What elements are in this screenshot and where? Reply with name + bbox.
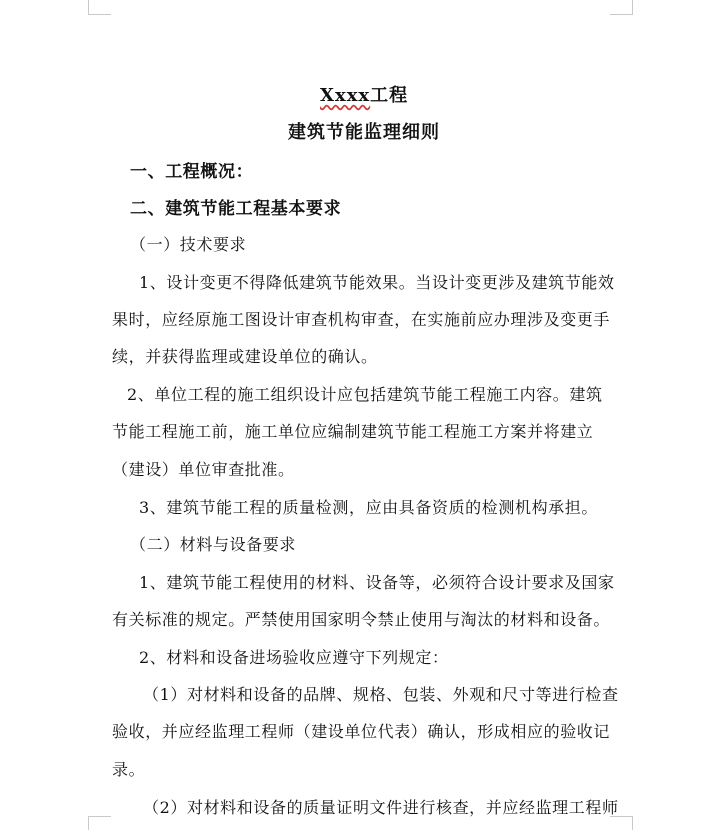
section-heading-requirements: 二、建筑节能工程基本要求 (130, 199, 342, 219)
subsection-heading-technical: （一）技术要求 (130, 235, 247, 254)
paragraph-2-line-3: （建设）单位审查批准。 (112, 460, 295, 479)
document-title (320, 85, 408, 107)
subsection-heading-materials: （二）材料与设备要求 (130, 535, 297, 554)
paragraph-6-line-1: （1）对材料和设备的品牌、规格、包装、外观和尺寸等进行检查 (143, 685, 619, 704)
section-heading-overview: 一、工程概况： (130, 162, 254, 182)
paragraph-6-line-3: 录。 (112, 760, 146, 779)
margin-corner-mark-top-left (88, 0, 111, 15)
paragraph-1-line-1: 1、设计变更不得降低建筑节能效果。当设计变更涉及建筑节能效 (139, 273, 615, 292)
margin-corner-mark-bottom-left (88, 816, 111, 830)
paragraph-5-line-1: 2、材料和设备进场验收应遵守下列规定： (139, 648, 449, 667)
title-word-misspelled: Xxxx (320, 85, 371, 106)
paragraph-6-line-2: 验收，并应经监理工程师（建设单位代表）确认，形成相应的验收记 (112, 722, 611, 741)
paragraph-1-line-3: 续，并获得监理或建设单位的确认。 (112, 347, 378, 366)
margin-corner-mark-top-right (610, 0, 633, 15)
title-suffix: 工程 (370, 85, 409, 106)
document-subtitle: 建筑节能监理细则 (288, 122, 440, 143)
paragraph-4-line-1: 1、建筑节能工程使用的材料、设备等，必须符合设计要求及国家 (139, 573, 615, 592)
paragraph-3-line-1: 3、建筑节能工程的质量检测，应由具备资质的检测机构承担。 (139, 498, 598, 517)
paragraph-7-line-1: （2）对材料和设备的质量证明文件进行核查，并应经监理工程师 (143, 798, 619, 817)
paragraph-2-line-2: 节能工程施工前，施工单位应编制建筑节能工程施工方案并将建立 (112, 422, 594, 441)
paragraph-4-line-2: 有关标准的规定。严禁使用国家明令禁止使用与淘汰的材料和设备。 (112, 610, 611, 629)
paragraph-2-line-1: 2、单位工程的施工组织设计应包括建筑节能工程施工内容。建筑 (127, 385, 603, 404)
paragraph-1-line-2: 果时，应经原施工图设计审查机构审查，在实施前应办理涉及变更手 (112, 310, 611, 329)
